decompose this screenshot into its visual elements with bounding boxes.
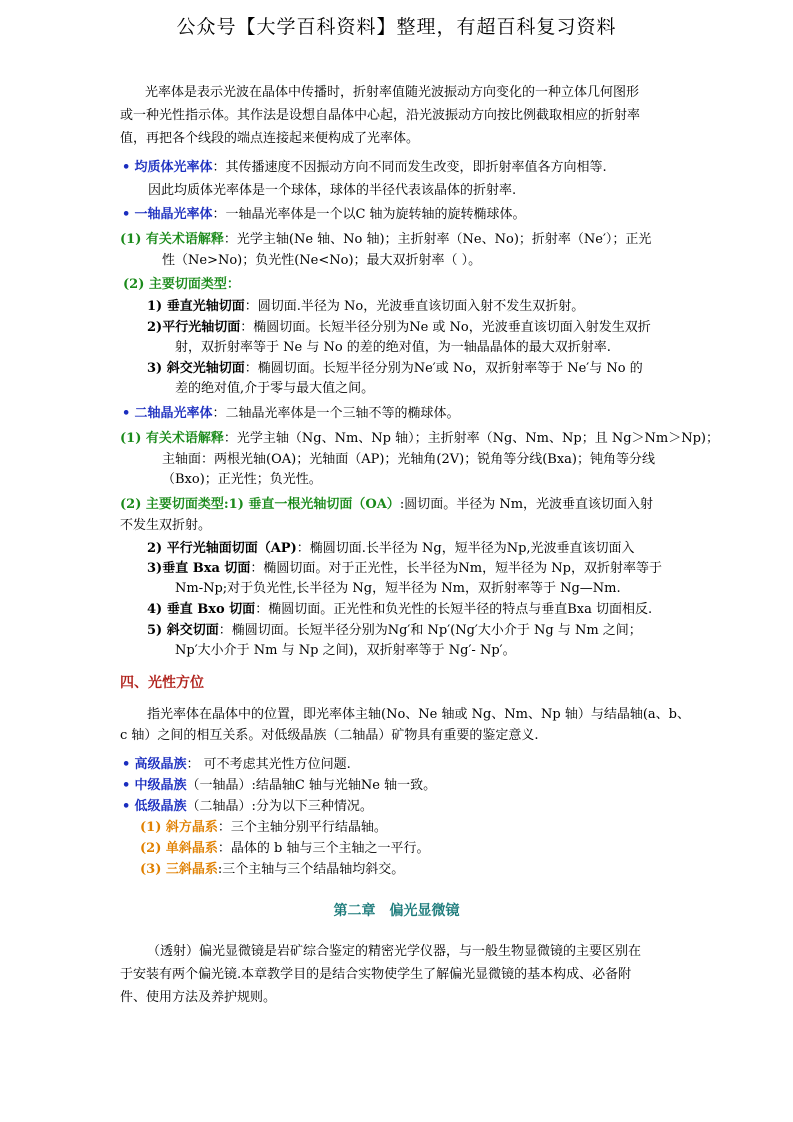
intro-line-1: 光率体是表示光波在晶体中传播时，折射率值随光波振动方向变化的一种立体几何图形 xyxy=(145,85,640,100)
chapter2-p2: 于安装有两个偏光镜.本章教学目的是结合实物使学生了解偏光显微镜的基本构成、必备附 xyxy=(120,967,632,982)
uniaxial-s2-line xyxy=(147,319,651,337)
biaxial-s3-line-2: Nm-Np;对于负光性,长半径为 Ng，短半径为 Nm，双折射率等于 Ng—Nm. xyxy=(175,581,621,596)
mono-line xyxy=(140,840,429,858)
chapter2-p1: （透射）偏光显微镜是岩矿综合鉴定的精密光学仪器，与一般生物显微镜的主要区别在 xyxy=(147,944,642,959)
ortho-label: (1) 斜方晶系 xyxy=(140,820,218,835)
tri-line xyxy=(140,861,404,879)
bullet-icon: • xyxy=(122,207,131,222)
biaxial-s4-text: ：椭圆切面。正光性和负光性的长短半径的特点与垂直Bxa 切面相反. xyxy=(255,602,653,617)
uniaxial-s3-text: ：椭圆切面。长短半径分别为Ne′或 No，双折射率等于 Ne′与 No 的 xyxy=(244,361,643,376)
tri-text: :三个主轴与三个结晶轴均斜交。 xyxy=(217,862,405,877)
biaxial-terms-line-2: 主轴面：两根光轴(OA)；光轴面（AP)；光轴角(2V)；锐角等分线(Bxa)；钝角等分线 xyxy=(162,452,655,467)
uniaxial-terms-line-2: 性（Ne>No)；负光性(Ne<No)；最大双折射率（ ）。 xyxy=(162,253,482,268)
uniaxial-terms-line xyxy=(120,231,651,249)
low-line xyxy=(122,798,373,816)
biaxial-s2-text: ：椭圆切面.长半径为 Ng，短半径为Np,光波垂直该切面入 xyxy=(296,541,635,556)
uniaxial-s1-line xyxy=(147,298,584,316)
high-text: ： 可不考虑其光性方位问题. xyxy=(186,757,351,772)
biaxial-s5-text: ：椭圆切面。长短半径分别为Ng′和 Np′(Ng′大小介于 Ng 与 Nm 之间； xyxy=(218,623,642,638)
uniaxial-terms-text: ：光学主轴(Ne 轴、No 轴)；主折射率（Ne、No)；折射率（Ne′）；正光 xyxy=(223,232,652,247)
uniaxial-term: 一轴晶光率体 xyxy=(134,207,213,222)
ortho-text: ：三个主轴分别平行结晶轴。 xyxy=(217,820,387,835)
uniaxial-terms-label: (1) 有关术语解释 xyxy=(120,232,224,247)
section4-p2: c 轴）之间的相互关系。对低级晶族（二轴晶）矿物具有重要的鉴定意义. xyxy=(120,728,539,743)
bullet-icon: • xyxy=(122,406,131,421)
intro-line-3: 值，再把各个线段的端点连接起来便构成了光率体。 xyxy=(120,131,420,146)
biaxial-s5-label: 5) 斜交切面 xyxy=(147,623,219,638)
biaxial-sections-line xyxy=(120,496,653,514)
section4-title: 四、光性方位 xyxy=(120,675,204,691)
homog-line xyxy=(122,159,607,177)
mid-term: 中级晶族 xyxy=(134,778,187,793)
uniaxial-s1-label: 1) 垂直光轴切面 xyxy=(147,299,245,314)
biaxial-terms-line-3: （Bxo)；正光性；负光性。 xyxy=(162,472,322,487)
bullet-icon: • xyxy=(122,160,131,175)
biaxial-terms-line xyxy=(120,430,719,448)
homog-line-2: 因此均质体光率体是一个球体，球体的半径代表该晶体的折射率. xyxy=(148,183,517,198)
intro-line-2: 或一种光性指示体。其作法是设想自晶体中心起，沿光波振动方向按比例截取相应的折射率 xyxy=(120,108,641,123)
biaxial-s4-label: 4) 垂直 Bxo 切面 xyxy=(147,602,256,617)
uniaxial-line xyxy=(122,206,526,224)
low-term: 低级晶族 xyxy=(134,799,187,814)
mid-line xyxy=(122,777,436,795)
high-term: 高级晶族 xyxy=(134,757,187,772)
bullet-icon: • xyxy=(122,799,131,814)
biaxial-s3-line xyxy=(147,560,662,578)
biaxial-s4-line xyxy=(147,601,652,619)
mono-text: ：晶体的 b 轴与三个主轴之一平行。 xyxy=(217,841,430,856)
uniaxial-text: ：一轴晶光率体是一个以C 轴为旋转轴的旋转椭球体。 xyxy=(212,207,526,222)
bullet-icon: • xyxy=(122,778,131,793)
biaxial-s2-label: 2) 平行光轴面切面（AP) xyxy=(147,541,297,556)
section4-p1: 指光率体在晶体中的位置，即光率体主轴(No、Ne 轴或 Ng、Nm、Np 轴）与结晶轴(a、b、 xyxy=(147,707,690,722)
high-line xyxy=(122,756,351,774)
biaxial-terms-text: ：光学主轴（Ng、Nm、Np 轴）；主折射率（Ng、Nm、Np；且 Ng＞Nm＞Np)； xyxy=(223,431,719,446)
uniaxial-s3-label: 3) 斜交光轴切面 xyxy=(147,361,245,376)
biaxial-line xyxy=(122,405,459,423)
mid-text: （一轴晶）:结晶轴C 轴与光轴Ne 轴一致。 xyxy=(186,778,437,793)
homog-text: ：其传播速度不因振动方向不同而发生改变，即折射率值各方向相等. xyxy=(212,160,607,175)
bullet-icon: • xyxy=(122,757,131,772)
ortho-line xyxy=(140,819,387,837)
homog-term: 均质体光率体 xyxy=(134,160,213,175)
biaxial-terms-label: (1) 有关术语解释 xyxy=(120,431,224,446)
mono-label: (2) 单斜晶系 xyxy=(140,841,218,856)
uniaxial-s2-text: ：椭圆切面。长短半径分别为Ne 或 No，光波垂直该切面入射发生双折 xyxy=(240,320,651,335)
biaxial-sections-line-2: 不发生双折射。 xyxy=(120,518,212,533)
uniaxial-s1-text: ：圆切面.半径为 No，光波垂直该切面入射不发生双折射。 xyxy=(244,299,585,314)
page-header: 公众号【大学百科资料】整理，有超百科复习资料 xyxy=(176,16,617,38)
biaxial-s3-label: 3)垂直 Bxa 切面 xyxy=(147,561,251,576)
uniaxial-s2-line-2: 射，双折射率等于 Ne 与 No 的差的绝对值，为一轴晶晶体的最大双折射率. xyxy=(175,340,611,355)
low-text: （二轴晶）:分为以下三种情况。 xyxy=(186,799,373,814)
biaxial-s5-line-2: Np′大小介于 Nm 与 Np 之间)，双折射率等于 Ng′- Np′。 xyxy=(175,643,516,658)
tri-label: (3) 三斜晶系 xyxy=(140,862,218,877)
uniaxial-s3-line xyxy=(147,360,643,378)
chapter2-p3: 件、使用方法及养护规则。 xyxy=(120,990,277,1005)
biaxial-term: 二轴晶光率体 xyxy=(134,406,213,421)
biaxial-s2-line xyxy=(147,540,635,558)
uniaxial-sections-label: (2) 主要切面类型： xyxy=(123,277,240,292)
biaxial-s5-line xyxy=(147,622,642,640)
biaxial-sections-text: :圆切面。半径为 Nm，光波垂直该切面入射 xyxy=(399,497,654,512)
uniaxial-s3-line-2: 差的绝对值,介于零与最大值之间。 xyxy=(175,381,375,396)
biaxial-sections-label: (2) 主要切面类型:1) 垂直一根光轴切面（OA） xyxy=(120,497,400,512)
uniaxial-s2-label: 2)平行光轴切面 xyxy=(147,320,241,335)
biaxial-text: ：二轴晶光率体是一个三轴不等的椭球体。 xyxy=(212,406,460,421)
biaxial-s3-text: ：椭圆切面。对于正光性，长半径为Nm，短半径为 Np，双折射率等于 xyxy=(250,561,662,576)
chapter-title: 第二章 偏光显微镜 xyxy=(333,903,460,919)
